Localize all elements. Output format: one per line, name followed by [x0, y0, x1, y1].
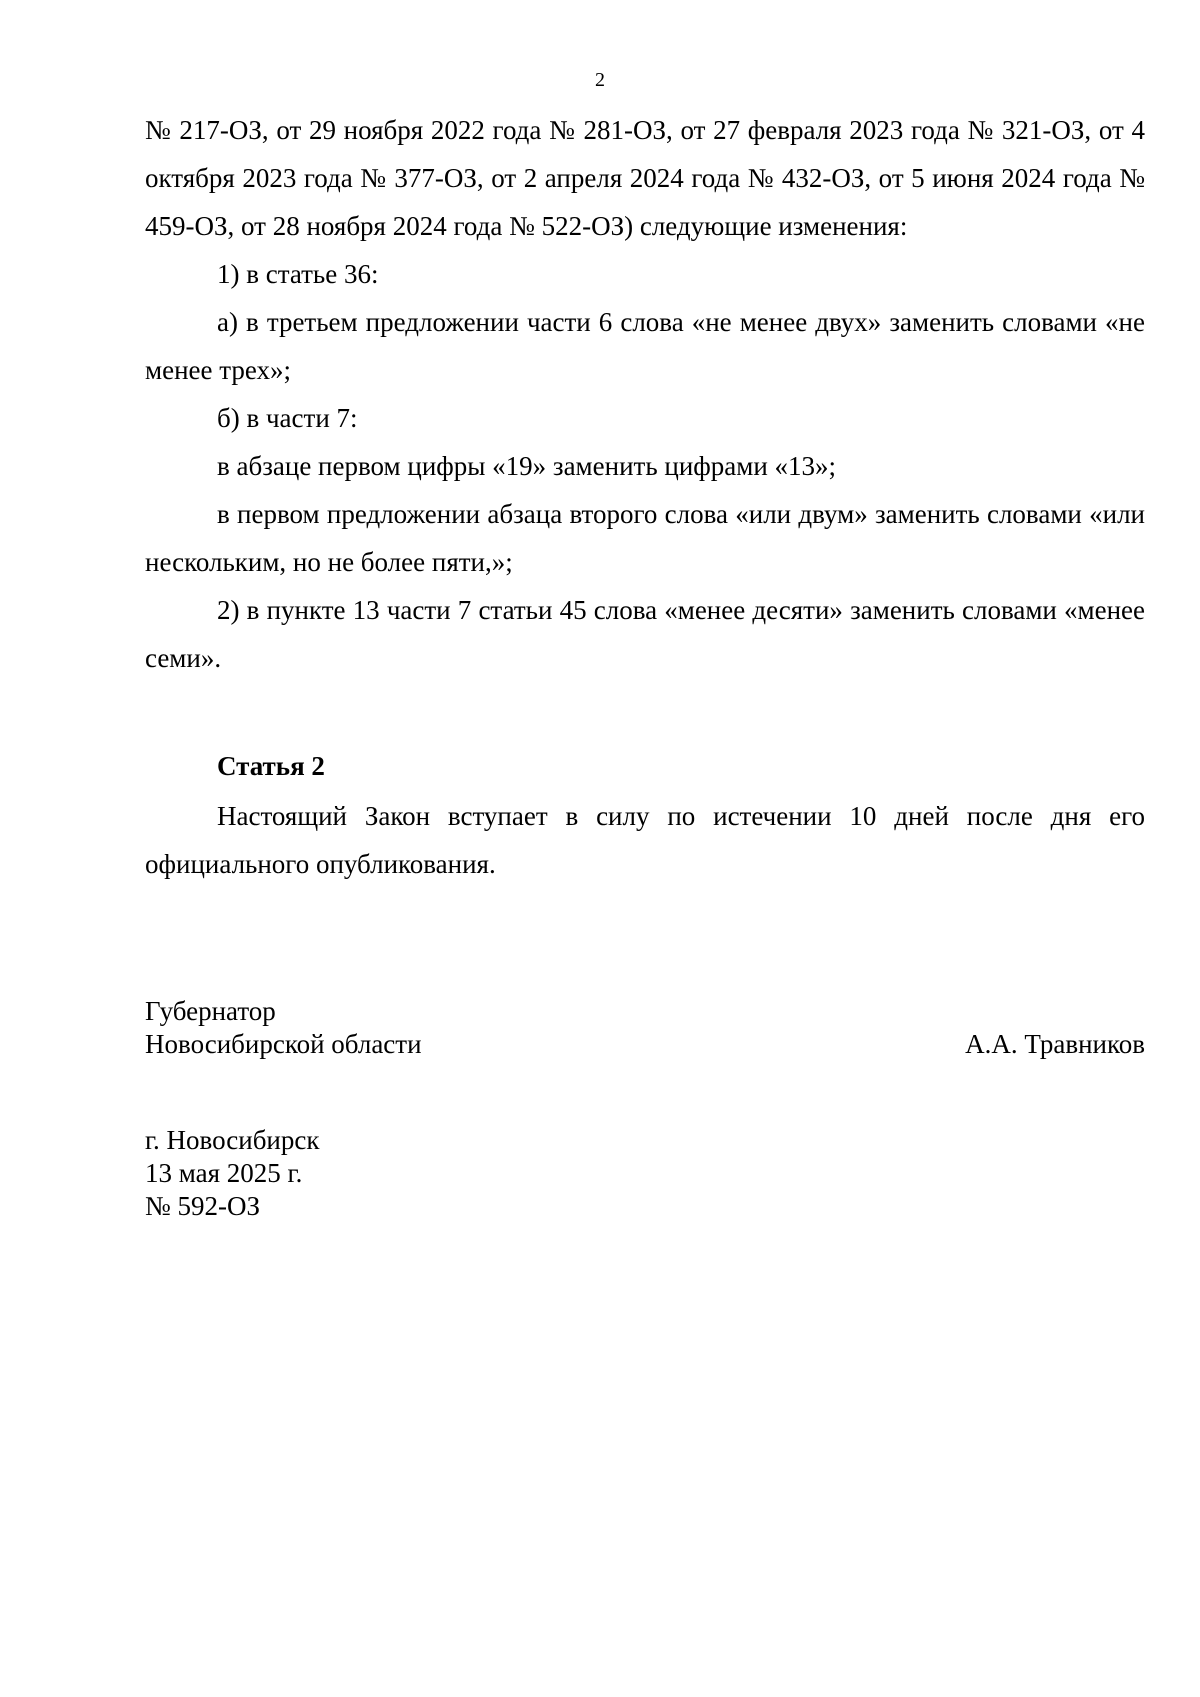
signatory-name: А.А. Травников — [965, 1029, 1145, 1059]
article-2-paragraph: Настоящий Закон вступает в силу по истечении 10 дней после дня его официального опубликования. — [145, 801, 1145, 879]
issuance-date: 13 мая 2025 г. — [145, 1158, 303, 1188]
subitem-b-paragraph: б) в части 7: — [217, 403, 358, 433]
article-2-body — [145, 792, 1145, 888]
issuance-block — [145, 1124, 320, 1223]
issuance-place: г. Новосибирск — [145, 1125, 320, 1155]
signatory-title: Губернатор — [145, 996, 276, 1026]
article-2-heading: Статья 2 — [217, 751, 325, 781]
signatory-region: Новосибирской области — [145, 1029, 422, 1059]
subitem-b-first-change: в абзаце первом цифры «19» заменить цифрами «13»; — [217, 451, 837, 481]
item-1-paragraph: 1) в статье 36: — [217, 259, 379, 289]
subitem-a-paragraph: а) в третьем предложении части 6 слова «не менее двух» заменить словами «не менее трех»; — [145, 307, 1145, 385]
subitem-b-second-change: в первом предложении абзаца второго слова «или двум» заменить словами «или нескольким, но не более пяти,»; — [145, 499, 1145, 577]
law-number: № 592-ОЗ — [145, 1191, 261, 1221]
page-number: 2 — [595, 69, 605, 91]
signature-block — [145, 995, 1145, 1061]
item-2-paragraph: 2) в пункте 13 части 7 статьи 45 слова «менее десяти» заменить словами «менее семи». — [145, 595, 1145, 673]
amendments-body — [145, 106, 1145, 682]
continuation-paragraph: № 217-ОЗ, от 29 ноября 2022 года № 281-ОЗ, от 27 февраля 2023 года № 321-ОЗ, от 4 октября 2023 года № 377-ОЗ, от 2 апреля 2024 года № 432-ОЗ, от 5 июня 2024 года № 459-ОЗ, от 28 ноября 2024 года № 522-ОЗ) следующие изменения: — [145, 115, 1145, 241]
